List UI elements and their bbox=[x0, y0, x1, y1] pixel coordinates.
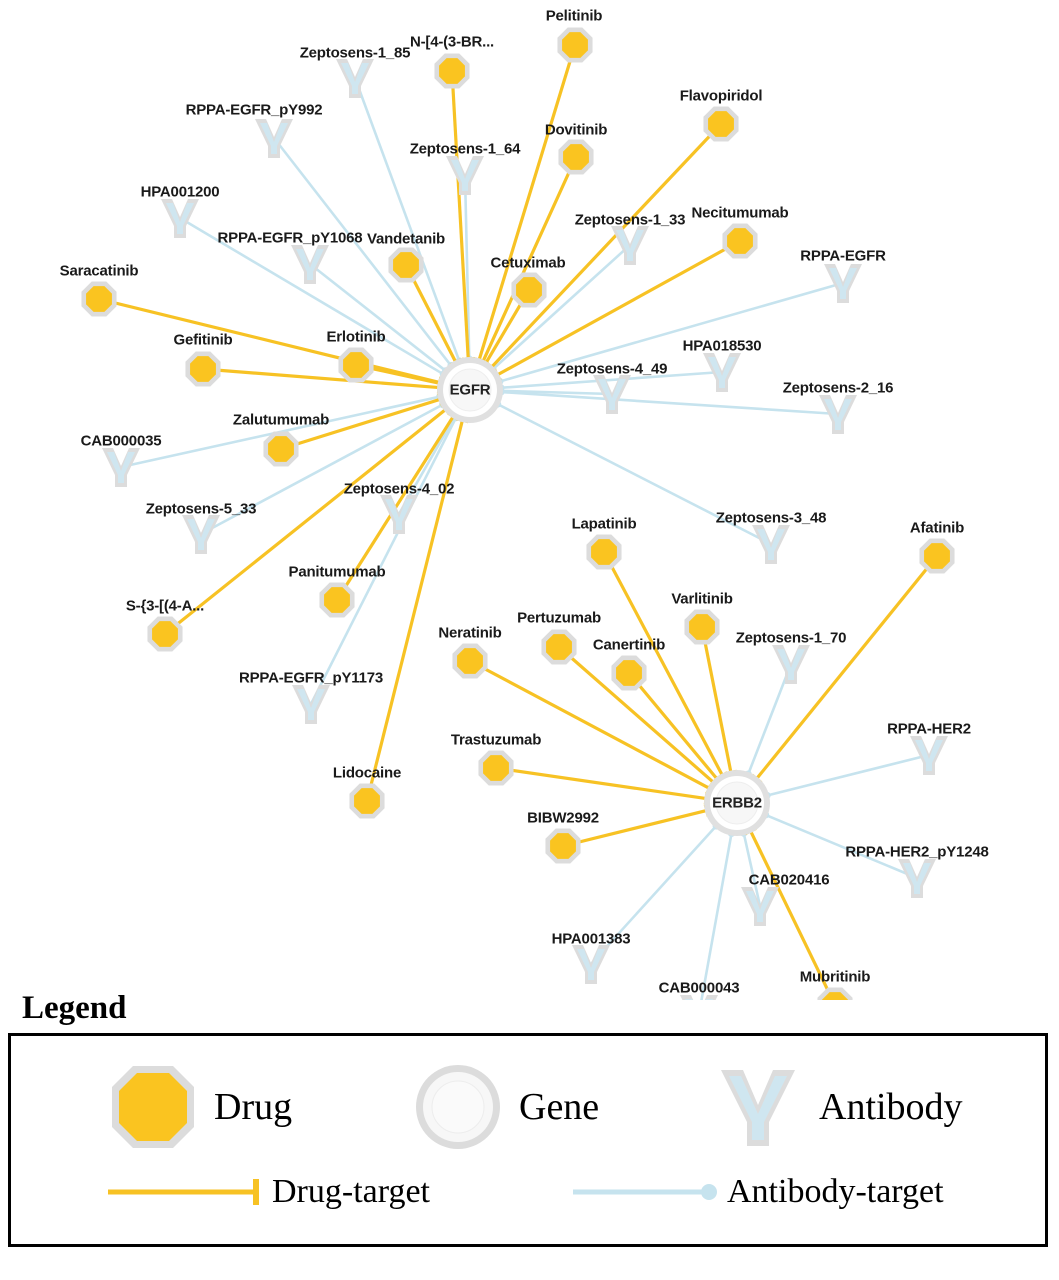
legend bbox=[8, 990, 1048, 1247]
drug-node bbox=[388, 247, 423, 282]
drug-node bbox=[452, 643, 487, 678]
antibody-node bbox=[572, 945, 610, 984]
drug-node bbox=[684, 609, 719, 644]
antibody-label: CAB000035 bbox=[80, 432, 162, 450]
drug-label: Gefitinib bbox=[173, 331, 233, 349]
drug-node bbox=[722, 223, 757, 258]
antibody-node bbox=[161, 199, 199, 238]
graph-edge bbox=[699, 834, 732, 1000]
graph-edge bbox=[491, 121, 721, 367]
drug-node bbox=[586, 534, 621, 569]
antibody-label: CAB020416 bbox=[748, 871, 830, 889]
antibody-node bbox=[752, 525, 790, 564]
drug-node bbox=[703, 106, 738, 141]
antibody-label: Zeptosens-1_85 bbox=[299, 44, 411, 62]
drug-node bbox=[545, 828, 580, 863]
antibody-node bbox=[336, 59, 374, 98]
legend-item-gene bbox=[411, 1060, 599, 1154]
drug-label: Vandetanib bbox=[366, 230, 446, 248]
drug-label: S-{3-[(4-A... bbox=[125, 597, 205, 615]
drug-icon bbox=[106, 1060, 200, 1154]
legend-label-antibody-target: Antibody-target bbox=[727, 1173, 944, 1210]
drug-target-edge-icon bbox=[106, 1172, 266, 1212]
legend-item-antibody bbox=[711, 1060, 963, 1154]
antibody-label: Zeptosens-5_33 bbox=[145, 500, 257, 518]
antibody-label: RPPA-HER2 bbox=[887, 720, 971, 738]
drug-label: Mubritinib bbox=[799, 968, 871, 986]
drug-node bbox=[338, 347, 373, 382]
drug-label: Erlotinib bbox=[326, 328, 386, 346]
antibody-label: Zeptosens-3_48 bbox=[715, 509, 827, 527]
drug-node bbox=[263, 431, 298, 466]
gene-icon bbox=[411, 1060, 505, 1154]
graph-edge bbox=[629, 673, 717, 779]
graph-edge bbox=[355, 78, 459, 361]
drug-label: Dovitinib bbox=[544, 121, 608, 139]
drug-node bbox=[558, 139, 593, 174]
graph-edge bbox=[748, 664, 791, 774]
graph-edge bbox=[767, 755, 929, 795]
antibody-target-edge-icon bbox=[571, 1172, 721, 1212]
drug-node bbox=[611, 655, 646, 690]
drug-label: Cetuximab bbox=[490, 254, 566, 272]
antibody-label: RPPA-HER2_pY1248 bbox=[845, 843, 989, 861]
drug-node bbox=[81, 281, 116, 316]
legend-box bbox=[8, 1033, 1048, 1247]
legend-item-drug bbox=[106, 1060, 292, 1154]
drug-label: Trastuzumab bbox=[450, 731, 542, 749]
drug-label: Pelitinib bbox=[545, 7, 603, 25]
legend-label-drug: Drug bbox=[214, 1086, 293, 1128]
drug-label: Neratinib bbox=[438, 624, 502, 642]
legend-label-drug-target: Drug-target bbox=[272, 1173, 430, 1210]
antibody-label: Zeptosens-1_33 bbox=[574, 211, 686, 229]
antibody-node bbox=[772, 645, 810, 684]
graph-edge bbox=[500, 283, 843, 381]
legend-shapes-row bbox=[11, 1050, 1045, 1160]
drug-label: Panitumumab bbox=[288, 563, 386, 581]
drug-node bbox=[349, 783, 384, 818]
gene-label: ERBB2 bbox=[712, 794, 762, 812]
legend-label-antibody: Antibody bbox=[819, 1086, 963, 1128]
antibody-label: HPA001200 bbox=[140, 183, 220, 201]
drug-label: Canertinib bbox=[592, 636, 666, 654]
drug-node bbox=[147, 616, 182, 651]
antibody-label: Zeptosens-2_16 bbox=[782, 379, 894, 397]
antibody-label: RPPA-EGFR bbox=[800, 247, 886, 265]
drug-label: BIBW2992 bbox=[527, 809, 599, 827]
antibody-node bbox=[291, 245, 329, 284]
antibody-label: Zeptosens-1_70 bbox=[735, 629, 847, 647]
antibody-node bbox=[182, 515, 220, 554]
drug-label: Saracatinib bbox=[59, 262, 139, 280]
antibody-node bbox=[741, 887, 779, 926]
antibody-node bbox=[611, 226, 649, 265]
antibody-node bbox=[898, 859, 936, 898]
legend-item-antibody-target bbox=[571, 1172, 944, 1212]
antibody-label: CAB000043 bbox=[658, 979, 740, 997]
legend-item-drug-target bbox=[106, 1172, 430, 1212]
drug-label: Pertuzumab bbox=[517, 609, 601, 627]
antibody-label: Zeptosens-4_49 bbox=[556, 360, 668, 378]
antibody-label: RPPA-EGFR_pY1173 bbox=[238, 669, 384, 687]
drug-node bbox=[319, 582, 354, 617]
drug-label: Lidocaine bbox=[332, 764, 402, 782]
drug-node bbox=[185, 351, 220, 386]
legend-label-gene: Gene bbox=[519, 1086, 600, 1128]
drug-node bbox=[478, 750, 513, 785]
graph-edge bbox=[702, 627, 731, 773]
antibody-node bbox=[446, 156, 484, 195]
legend-title: Legend bbox=[22, 990, 127, 1026]
antibody-node bbox=[824, 264, 862, 303]
antibody-label: HPA001383 bbox=[551, 930, 631, 948]
drug-node bbox=[434, 53, 469, 88]
antibody-node bbox=[819, 395, 857, 434]
antibody-icon bbox=[711, 1060, 805, 1154]
gene-label: EGFR bbox=[449, 381, 491, 399]
drug-label: Varlitinib bbox=[671, 590, 733, 608]
antibody-label: RPPA-EGFR_pY1068 bbox=[217, 229, 363, 247]
drug-label: Flavopiridol bbox=[679, 87, 763, 105]
antibody-label: HPA018530 bbox=[682, 337, 762, 355]
drug-node bbox=[557, 27, 592, 62]
graph-edge bbox=[203, 369, 439, 388]
drug-label: Afatinib bbox=[909, 519, 965, 537]
antibody-node bbox=[910, 736, 948, 775]
antibody-node bbox=[255, 119, 293, 158]
antibody-node bbox=[102, 448, 140, 487]
antibody-label: RPPA-EGFR_pY992 bbox=[185, 101, 323, 119]
antibody-label: Zeptosens-1_64 bbox=[409, 140, 521, 158]
drug-label: N-[4-(3-BR... bbox=[409, 33, 495, 51]
legend-edges-row bbox=[11, 1166, 1045, 1236]
antibody-node bbox=[292, 685, 330, 724]
graph-edge bbox=[496, 768, 706, 799]
drug-node bbox=[919, 538, 954, 573]
drug-label: Lapatinib bbox=[571, 515, 637, 533]
drug-node bbox=[541, 629, 576, 664]
drug-node bbox=[511, 272, 546, 307]
drug-label: Necitumumab bbox=[691, 204, 789, 222]
antibody-label: Zeptosens-4_02 bbox=[343, 480, 455, 498]
graph-edge bbox=[479, 45, 575, 360]
drug-label: Zalutumumab bbox=[232, 411, 330, 429]
